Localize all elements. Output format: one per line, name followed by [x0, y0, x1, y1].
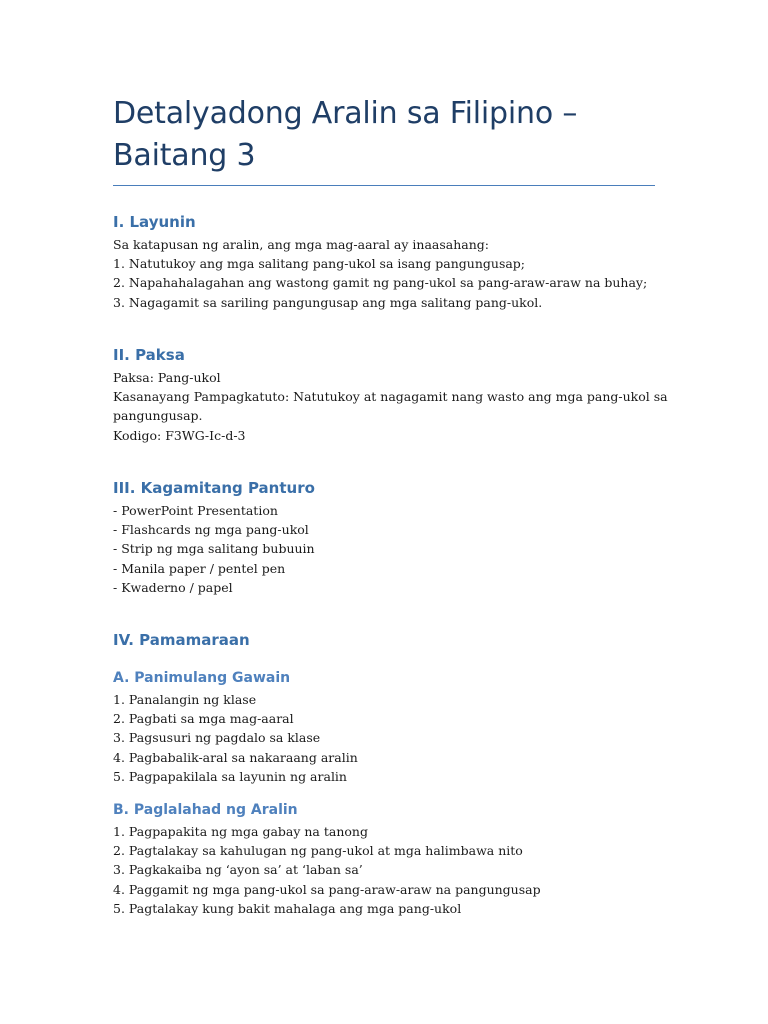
panimula-step: 2. Pagbati sa mga mag-aaral	[113, 711, 294, 727]
layunin-line: Sa katapusan ng aralin, ang mga mag-aaral ay inaasahang:	[113, 237, 490, 252]
layunin-line: 2. Napahahalagahan ang wastong gamit ng pang-ukol sa pang-araw-araw na buhay;	[113, 275, 648, 291]
kagamitan-item: - Manila paper / pentel pen	[113, 560, 286, 576]
paglalahad-step: 3. Pagkakaiba ng ‘ayon sa’ at ‘laban sa’	[113, 862, 363, 878]
document-page	[113, 0, 668, 916]
paksa-line: Paksa: Pang-ukol	[113, 370, 221, 385]
section-paksa	[113, 345, 668, 445]
subsection-heading-panimula: A. Panimulang Gawain	[113, 670, 291, 686]
subsection-paglalahad	[113, 800, 655, 918]
title-divider	[113, 185, 655, 186]
document-title: Detalyadong Aralin sa Filipino – Baitang 3	[113, 96, 578, 173]
panimula-step: 5. Pagpapakilala sa layunin ng aralin	[113, 768, 347, 784]
panimula-step: 4. Pagbabalik-aral sa nakaraang aralin	[113, 749, 358, 765]
section-pamamaraan	[113, 630, 655, 650]
paglalahad-step: 5. Pagtalakay kung bakit mahalaga ang mga pang-ukol	[113, 900, 462, 916]
panimula-step: 3. Pagsusuri ng pagdalo sa klase	[113, 730, 321, 746]
subsection-panimula	[113, 668, 655, 786]
layunin-line: 3. Nagagamit sa sariling pangungusap ang mga salitang pang-ukol.	[113, 294, 543, 310]
section-heading-paksa: II. Paksa	[113, 346, 185, 364]
section-heading-layunin: I. Layunin	[113, 213, 196, 231]
paglalahad-step: 4. Paggamit ng mga pang-ukol sa pang-araw-araw na pangungusap	[113, 881, 541, 897]
kagamitan-item: - PowerPoint Presentation	[113, 503, 278, 518]
paglalahad-step: 1. Pagpapakita ng mga gabay na tanong	[113, 824, 368, 839]
kagamitan-item: - Flashcards ng mga pang-ukol	[113, 522, 309, 538]
section-kagamitan	[113, 478, 655, 597]
kagamitan-item: - Strip ng mga salitang bubuuin	[113, 541, 315, 557]
paksa-line: Kasanayang Pampagkatuto: Natutukoy at nagagamit nang wasto ang mga pang-ukol sa	[113, 389, 668, 405]
section-layunin	[113, 212, 655, 312]
layunin-line: 1. Natutukoy ang mga salitang pang-ukol sa isang pangungusap;	[113, 256, 526, 272]
paglalahad-step: 2. Pagtalakay sa kahulugan ng pang-ukol at mga halimbawa nito	[113, 843, 523, 859]
section-heading-pamamaraan: IV. Pamamaraan	[113, 631, 250, 649]
panimula-step: 1. Panalangin ng klase	[113, 692, 257, 707]
kagamitan-item: - Kwaderno / papel	[113, 579, 233, 595]
paksa-line: pangungusap.	[113, 408, 203, 424]
subsection-heading-paglalahad: B. Paglalahad ng Aralin	[113, 802, 298, 818]
paksa-line: Kodigo: F3WG-Ic-d-3	[113, 427, 246, 443]
section-heading-kagamitan: III. Kagamitang Panturo	[113, 479, 315, 497]
